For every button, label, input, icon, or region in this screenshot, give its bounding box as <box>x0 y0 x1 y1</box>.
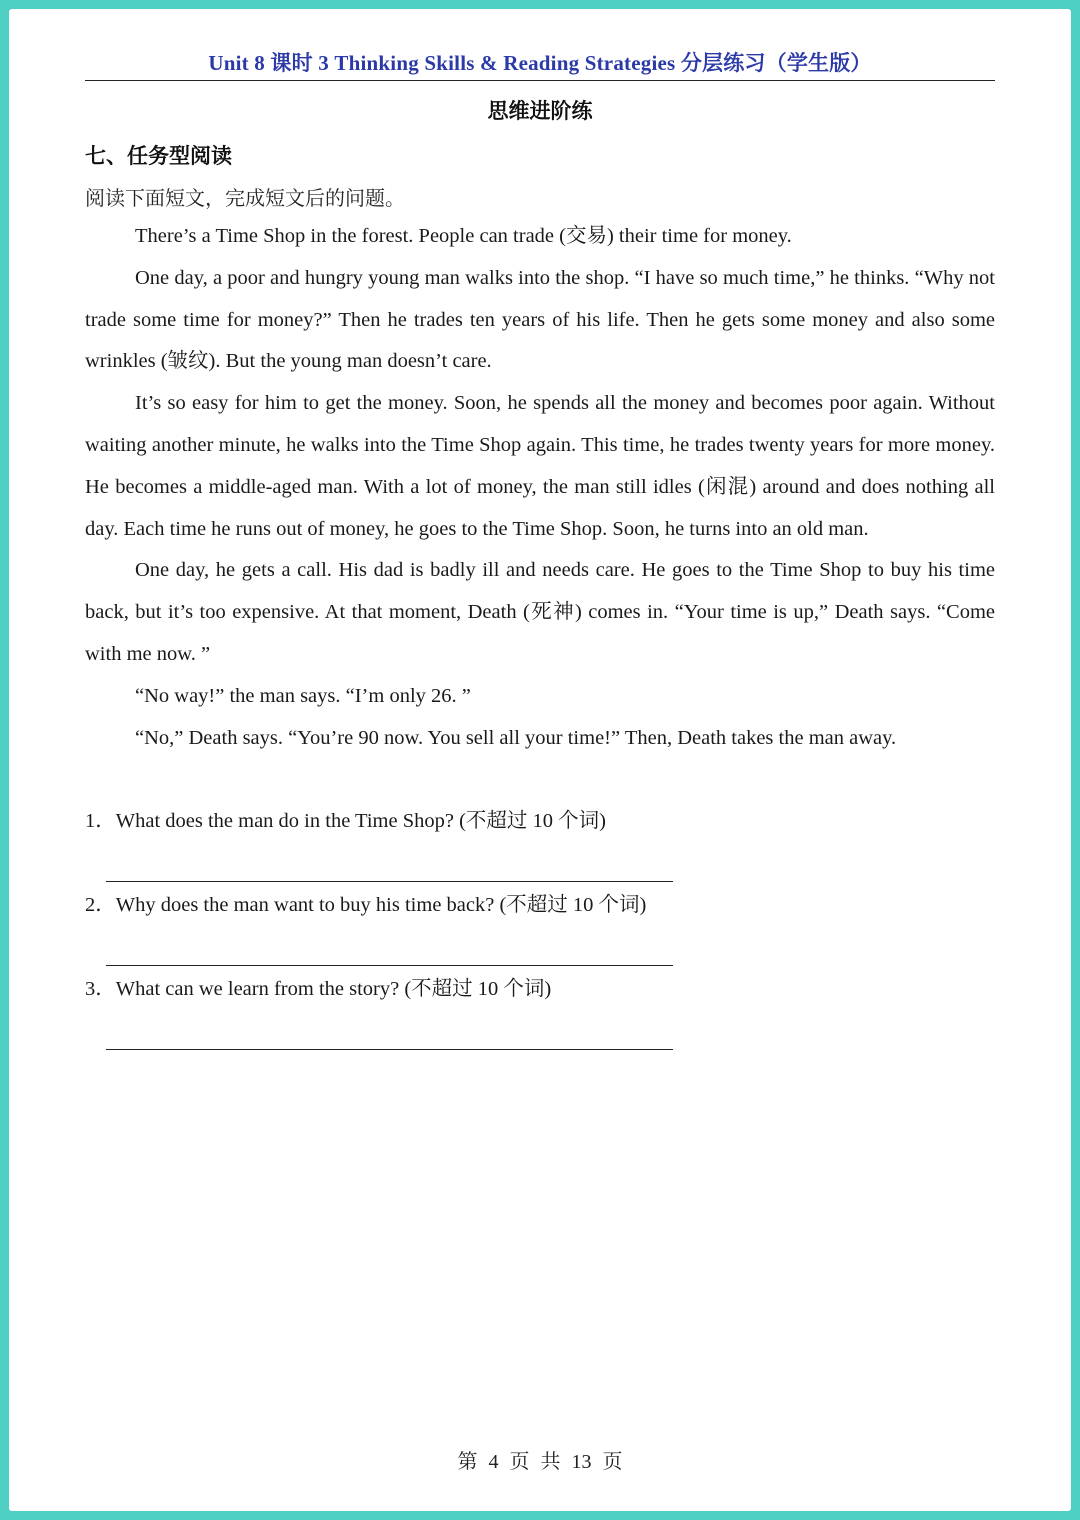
question-item <box>85 801 995 885</box>
task-heading: 七、任务型阅读 <box>85 144 232 168</box>
question-text: 2．Why does the man want to buy his time back? (不超过 10 个词) <box>85 894 647 916</box>
passage-paragraph: One day, a poor and hungry young man walks into the shop. “I have so much time,” he thinks. “Why not trade some time for money?” Then he trades ten years of his life. Then he gets some money and also some wrinkles (皱纹). But the young man doesn’t care. <box>85 266 995 373</box>
question-text: 3．What can we learn from the story? (不超过 10 个词) <box>85 978 552 1000</box>
page-number: 第 4 页 共 13 页 <box>457 1451 623 1473</box>
worksheet-page <box>9 9 1071 1511</box>
reading-passage <box>85 216 995 759</box>
answer-line[interactable] <box>106 1049 673 1050</box>
question-list <box>85 801 995 1053</box>
page-header-title: Unit 8 课时 3 Thinking Skills & Reading Strategies 分层练习（学生版） <box>208 51 872 75</box>
question-item <box>85 885 995 969</box>
section-title: 思维进阶练 <box>487 99 593 123</box>
header-divider <box>85 80 995 81</box>
question-text: 1．What does the man do in the Time Shop? (不超过 10 个词) <box>85 810 606 832</box>
answer-line[interactable] <box>106 881 673 882</box>
passage-paragraph: “No way!” the man says. “I’m only 26. ” <box>135 684 471 707</box>
passage-paragraph: There’s a Time Shop in the forest. People can trade (交易) their time for money. <box>135 225 792 247</box>
answer-line[interactable] <box>106 965 673 966</box>
passage-paragraph: One day, he gets a call. His dad is badly ill and needs care. He goes to the Time Shop to buy his time back, but it’s too expensive. At that moment, Death (死神) comes in. “Your time is up,” Death says. “Come with me now. ” <box>85 559 995 665</box>
task-instruction: 阅读下面短文，完成短文后的问题。 <box>85 188 405 210</box>
passage-paragraph: “No,” Death says. “You’re 90 now. You sell all your time!” Then, Death takes the man away. <box>135 726 897 749</box>
question-item <box>85 969 995 1053</box>
passage-paragraph: It’s so easy for him to get the money. Soon, he spends all the money and becomes poor again. Without waiting another minute, he walks into the Time Shop again. This time, he trades twenty years for more money. He becomes a middle-aged man. With a lot of money, the man still idles (闲混) around and does nothing all day. Each time he runs out of money, he goes to the Time Shop. Soon, he turns into an old man. <box>85 392 995 540</box>
